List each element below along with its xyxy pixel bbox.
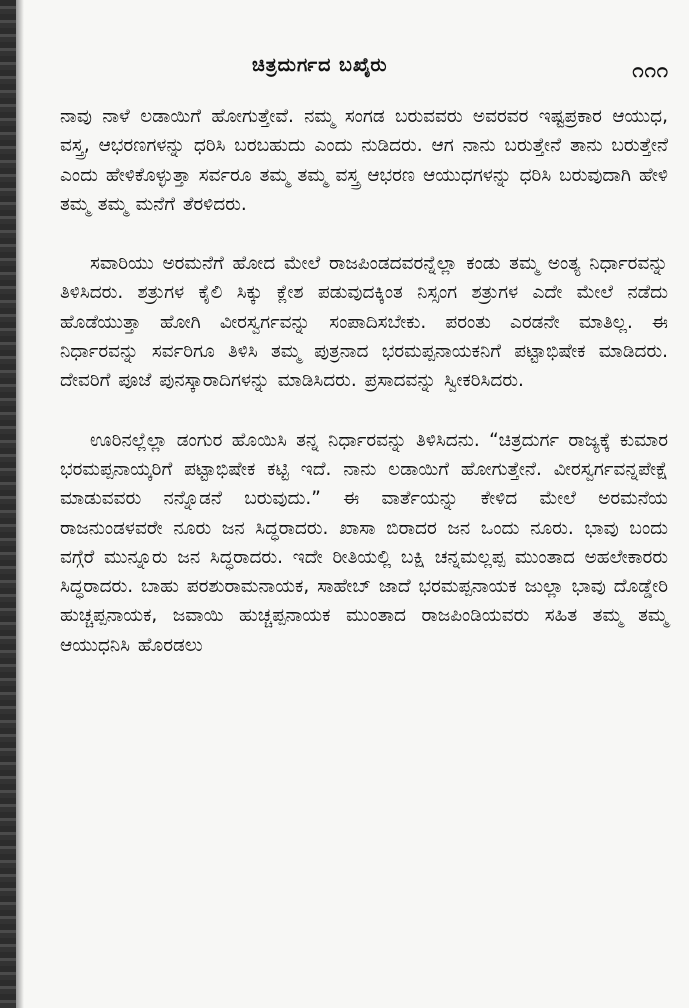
body-text bbox=[60, 102, 668, 660]
paragraph: ಸವಾರಿಯು ಅರಮನೆಗೆ ಹೋದ ಮೇಲೆ ರಾಜಪಿಂಡದವರನ್ನೆಲ್ಲಾ ಕಂಡು ತಮ್ಮ ಅಂತ್ಯ ನಿರ್ಧಾರವನ್ನು ತಿಳಿಸಿದರು. ಶತ್ರುಗಳ ಕೈಲಿ ಸಿಕ್ಕು ಕ್ಲೇಶ ಪಡುವುದಕ್ಕಿಂತ ನಿಸ್ಸಂಗ ಶತ್ರುಗಳ ಎದೇ ಮೇಲೆ ನಡೆದು ಹೊಡೆಯುತ್ತಾ ಹೋಗಿ ವೀರಸ್ವರ್ಗವನ್ನು ಸಂಪಾದಿಸಬೇಕು. ಪರಂತು ಎರಡನೇ ಮಾತಿಲ್ಲ. ಈ ನಿರ್ಧಾರವನ್ನು ಸರ್ವರಿಗೂ ತಿಳಿಸಿ ತಮ್ಮ ಪುತ್ರನಾದ ಭರಮಪ್ಪನಾಯಕನಿಗೆ ಪಟ್ಟಾಭಿಷೇಕ ಮಾಡಿದರು. ದೇವರಿಗೆ ಪೂಜೆ ಪುನಸ್ಕಾರಾದಿಗಳನ್ನು ಮಾಡಿಸಿದರು. ಪ್ರಸಾದವನ್ನು ಸ್ವೀಕರಿಸಿದರು. bbox=[60, 253, 668, 392]
running-title: ಚಿತ್ರದುರ್ಗದ ಬಖೈರು bbox=[252, 54, 388, 76]
page-number: ೧೧೧ bbox=[632, 58, 669, 82]
paragraph: ನಾವು ನಾಳೆ ಲಡಾಯಿಗೆ ಹೋಗುತ್ತೇವೆ. ನಮ್ಮ ಸಂಗಡ ಬರುವವರು ಅವರವರ ಇಷ್ಟಪ್ರಕಾರ ಆಯುಧ, ವಸ್ತ್ರ, ಆಭರಣಗಳನ್ನು ಧರಿಸಿ ಬರಬಹುದು ಎಂದು ನುಡಿದರು. ಆಗ ನಾನು ಬರುತ್ತೇನೆ ತಾನು ಬರುತ್ತೇನೆ ಎಂದು ಹೇಳಿಕೊಳ್ಳುತ್ತಾ ಸರ್ವರೂ ತಮ್ಮ ತಮ್ಮ ವಸ್ತ್ರ ಆಭರಣ ಆಯುಧಗಳನ್ನು ಧರಿಸಿ ಬರುವುದಾಗಿ ಹೇಳಿ ತಮ್ಮ ತಮ್ಮ ಮನೆಗೆ ತೆರಳಿದರು. bbox=[60, 106, 668, 215]
paragraph: ಊರಿನಲ್ಲೆಲ್ಲಾ ಡಂಗುರ ಹೊಯಿಸಿ ತನ್ನ ನಿರ್ಧಾರವನ್ನು ತಿಳಿಸಿದನು. “ಚಿತ್ರದುರ್ಗ ರಾಜ್ಯಕ್ಕೆ ಕುಮಾರ ಭರಮಪ್ಪನಾಯ್ಕರಿಗೆ ಪಟ್ಟಾಭಿಷೇಕ ಕಟ್ಟಿ ಇದೆ. ನಾನು ಲಡಾಯಿಗೆ ಹೋಗುತ್ತೇನೆ. ವೀರಸ್ವರ್ಗವನ್ನಪೇಕ್ಷೆ ಮಾಡುವವರು ನನ್ನೊಡನೆ ಬರುವುದು.” ಈ ವಾರ್ತೆಯನ್ನು ಕೇಳಿದ ಮೇಲೆ ಅರಮನೆಯ ರಾಜನುಂಡಳವರೇ ನೂರು ಜನ ಸಿದ್ಧರಾದರು. ಖಾಸಾ ಬಿರಾದರ ಜನ ಒಂದು ನೂರು. ಭಾವು ಬಂದು ವಗ್ಗೆರೆ ಮುನ್ನೂರು ಜನ ಸಿದ್ಧರಾದರು. ಇದೇ ರೀತಿಯಲ್ಲಿ ಬಕ್ಷಿ ಚನ್ನಮಲ್ಲಪ್ಪ ಮುಂತಾದ ಅಹಲೇಕಾರರು ಸಿದ್ಧರಾದರು. ಬಾಹು ಪರಶುರಾಮನಾಯಕ, ಸಾಹೇಬ್ ಜಾದೆ ಭರಮಪ್ಪನಾಯಕ ಜುಲ್ಲಾ ಭಾವು ದೊಡ್ಡೇರಿ ಹುಚ್ಚಪ್ಪನಾಯಕ, ಜವಾಯಿ ಹುಚ್ಚಪ್ಪನಾಯಕ ಮುಂತಾದ ರಾಜಪಿಂಡಿಯವರು ಸಹಿತ ತಮ್ಮ ತಮ್ಮ ಆಯುಧನಿಸಿ ಹೊರಡಲು bbox=[60, 429, 668, 656]
gutter-shade bbox=[16, 0, 24, 1008]
book-spine-shadow bbox=[0, 0, 16, 1008]
